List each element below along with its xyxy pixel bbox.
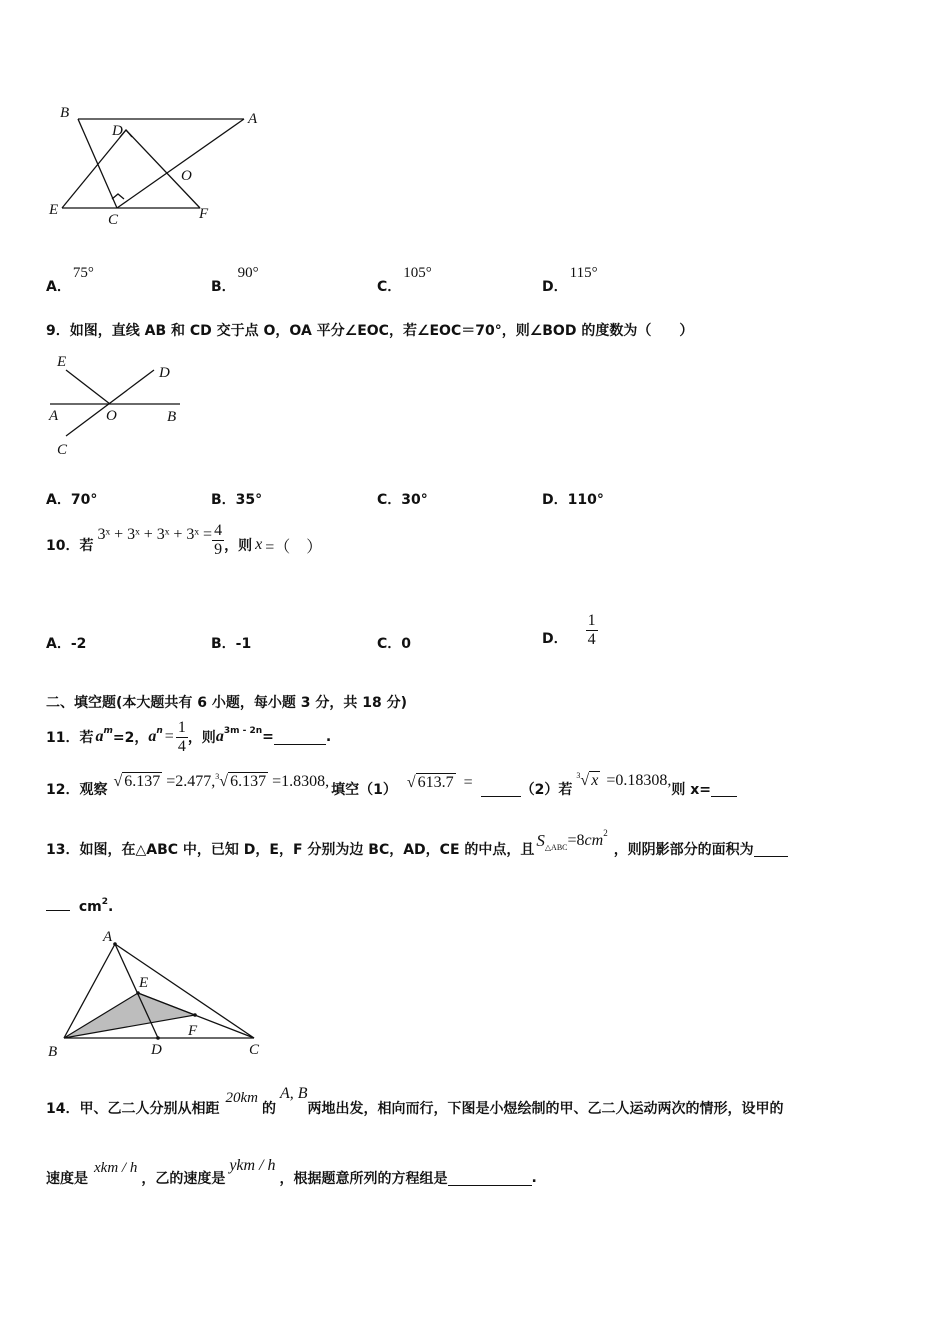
- q13-answer-blank-1[interactable]: [754, 842, 788, 857]
- q10-option-a[interactable]: A．-2: [46, 636, 87, 652]
- fig8-label-D: D: [112, 123, 123, 139]
- fig9-label-E: E: [57, 354, 67, 370]
- fig8-label-C: C: [108, 212, 119, 228]
- q9-option-b[interactable]: B．35°: [211, 492, 263, 508]
- figure-q8: [40, 100, 280, 230]
- fig9-label-C: C: [57, 442, 68, 458]
- section-2-title: 二、填空题(本大题共有 6 小题，每小题 3 分，共 18 分): [46, 695, 408, 711]
- fig13-label-E: E: [139, 975, 149, 991]
- q12-stem: 12．观察 √ 6.137 =2.477, $^3$√ 6.137 =1.8308, 填空（1） √ 613.7 = （2）若 $^3$√ x =0.18308, 则 x=: [46, 774, 737, 804]
- q8-option-b[interactable]: B．90°: [211, 265, 259, 295]
- fig9-label-A: A: [49, 408, 59, 424]
- q12-cbrt-1: $^3$√ 6.137: [215, 772, 267, 790]
- q11-fraction: $\frac{1}{4}$: [177, 718, 186, 755]
- fig9-label-B: B: [167, 409, 177, 425]
- q9-text: 9．如图，直线 AB 和 CD 交于点 O，OA 平分∠EOC，若∠EOC＝70°，则∠BOD 的度数为（ ）: [46, 323, 694, 339]
- q10-option-c[interactable]: C．0: [377, 636, 412, 652]
- q8-option-c[interactable]: C．105°: [377, 265, 432, 295]
- q12-sqrt-2: √ 613.7: [406, 774, 454, 791]
- q10-option-d-fraction: $\frac{1}{4}$: [587, 611, 596, 648]
- q14-answer-blank[interactable]: [448, 1171, 532, 1186]
- fig8-label-B: B: [60, 105, 70, 121]
- fig13-label-D: D: [151, 1042, 162, 1058]
- fig9-label-D: D: [159, 365, 170, 381]
- fig8-label-E: E: [49, 202, 59, 218]
- q9-option-d[interactable]: D．110°: [542, 492, 604, 508]
- q10-option-b[interactable]: B．-1: [211, 636, 252, 652]
- q12-sqrt-1: √ 6.137: [113, 773, 161, 790]
- q12-cbrt-2: $^3$√ x: [576, 771, 599, 789]
- fig8-label-F: F: [199, 206, 209, 222]
- fig9-label-O: O: [106, 408, 117, 424]
- figure-q9: [40, 350, 190, 465]
- q11-stem: 11．若 a m =2， a n = $\frac{1}{4}$ ，则 a 3m - 2n = .: [46, 718, 332, 755]
- q9-option-c[interactable]: C．30°: [377, 492, 428, 508]
- q11-answer-blank[interactable]: [274, 730, 326, 745]
- fig13-label-F: F: [188, 1023, 198, 1039]
- q8-option-d[interactable]: D．115°: [542, 265, 598, 295]
- fig13-label-C: C: [249, 1042, 260, 1058]
- figure-q13: [40, 926, 280, 1066]
- q13-stem-line2: $cm^2$.: [46, 896, 113, 915]
- q10-fraction: $\frac{4}{9}$: [214, 521, 223, 558]
- fig13-label-B: B: [48, 1044, 58, 1060]
- fig13-label-A: A: [103, 929, 113, 945]
- q13-stem: 13．如图，在△ABC 中，已知 D，E，F 分别为边 BC，AD，CE 的中点，且 S △ABC =8 cm 2 ，则阴影部分的面积为: [46, 830, 788, 868]
- q14-stem-line2: 速度是 xkm / h ，乙的速度是 ykm / h ，根据题意所列的方程组是 .: [46, 1157, 537, 1187]
- q8-option-a[interactable]: A．75°: [46, 265, 94, 295]
- fig8-label-O: O: [181, 168, 192, 184]
- q10-expression: 3ˣ + 3ˣ + 3ˣ + 3ˣ =: [97, 526, 213, 543]
- fig8-label-A: A: [248, 111, 258, 127]
- q12-answer-blank-2[interactable]: [711, 782, 737, 797]
- q10-option-d[interactable]: D． $\frac{1}{4}$: [542, 611, 596, 648]
- q9-option-a[interactable]: A．70°: [46, 492, 98, 508]
- q10-stem: 10．若 3ˣ + 3ˣ + 3ˣ + 3ˣ = $\frac{4}{9}$ ，则 x =（ ）: [46, 521, 323, 558]
- q14-stem: 14．甲、乙二人分别从相距 20km 的 A, B 两地出发，相向而行，下图是小煜绘制的甲、乙二人运动两次的情形，设甲的: [46, 1085, 784, 1117]
- q13-answer-blank-2[interactable]: [46, 896, 70, 911]
- q12-answer-blank-1[interactable]: [481, 782, 521, 797]
